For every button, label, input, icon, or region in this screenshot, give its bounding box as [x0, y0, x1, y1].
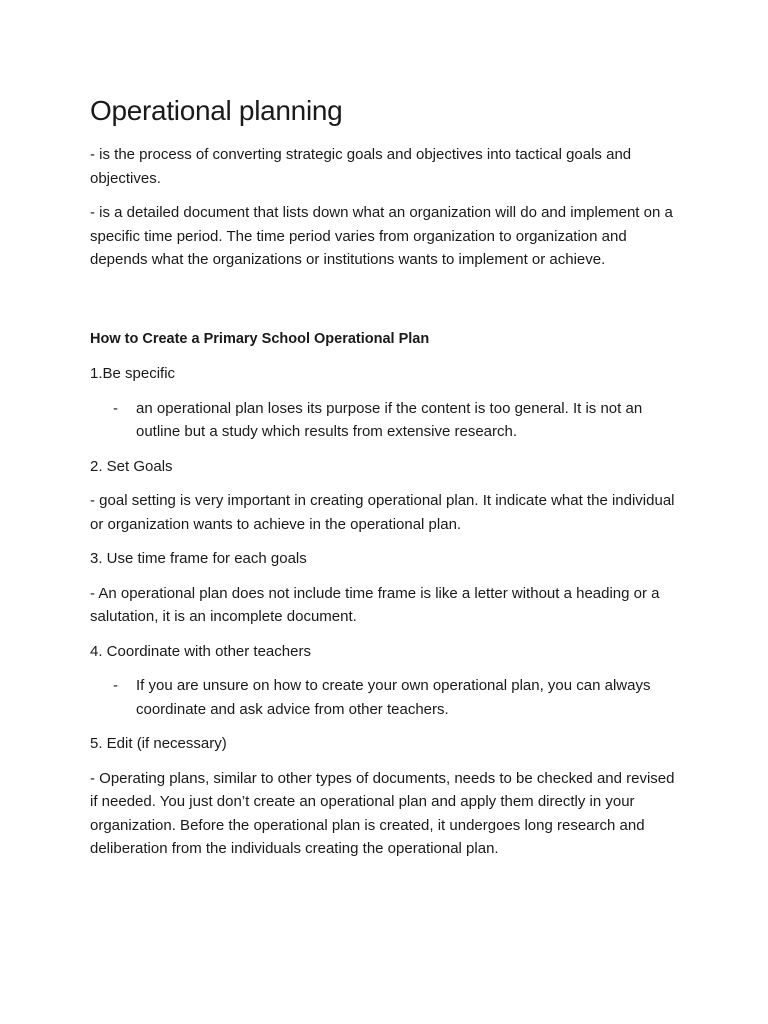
intro-paragraph-2: - is a detailed document that lists down what an organization will do and implement on a specific time period. The time period varies from organization to organization and depends what the organizations or institutions wants to implement or achieve.	[90, 204, 673, 268]
step-heading-1: 1.Be specific	[90, 365, 176, 382]
step-heading-5: 5. Edit (if necessary)	[90, 735, 227, 752]
step-text-4: If you are unsure on how to create your own operational plan, you can always coordinate and ask advice from other teachers.	[136, 677, 651, 718]
step-heading-3: 3. Use time frame for each goals	[90, 550, 307, 567]
step-heading-4: 4. Coordinate with other teachers	[90, 642, 311, 660]
step-heading-2: 2. Set Goals	[90, 457, 173, 475]
step-text-5: - Operating plans, similar to other types of documents, needs to be checked and revised if needed. You just don’t create an operational plan and apply them directly in your organization. Before the operational plan is created, it undergoes long research and deliberation from the individuals creating the operational plan.	[90, 769, 675, 857]
step-text-1: an operational plan loses its purpose if the content is too general. It is not an outline but a study which results from extensive research.	[136, 399, 643, 440]
step-text-3: - An operational plan does not include time frame is like a letter without a heading or a salutation, it is an incomplete document.	[90, 584, 660, 625]
step-text-2: - goal setting is very important in creating operational plan. It indicate what the individual or organization wants to achieve in the operational plan.	[90, 492, 675, 533]
bullet-dash: -	[113, 399, 118, 417]
bullet-dash: -	[113, 677, 118, 694]
intro-paragraph-1: - is the process of converting strategic goals and objectives into tactical goals and objectives.	[90, 146, 632, 187]
section-heading: How to Create a Primary School Operational Plan	[90, 330, 430, 347]
step-bullet-1	[90, 397, 676, 444]
section-spacer	[90, 283, 676, 328]
document-title: Operational planning	[90, 95, 343, 126]
step-bullet-4	[90, 674, 676, 721]
